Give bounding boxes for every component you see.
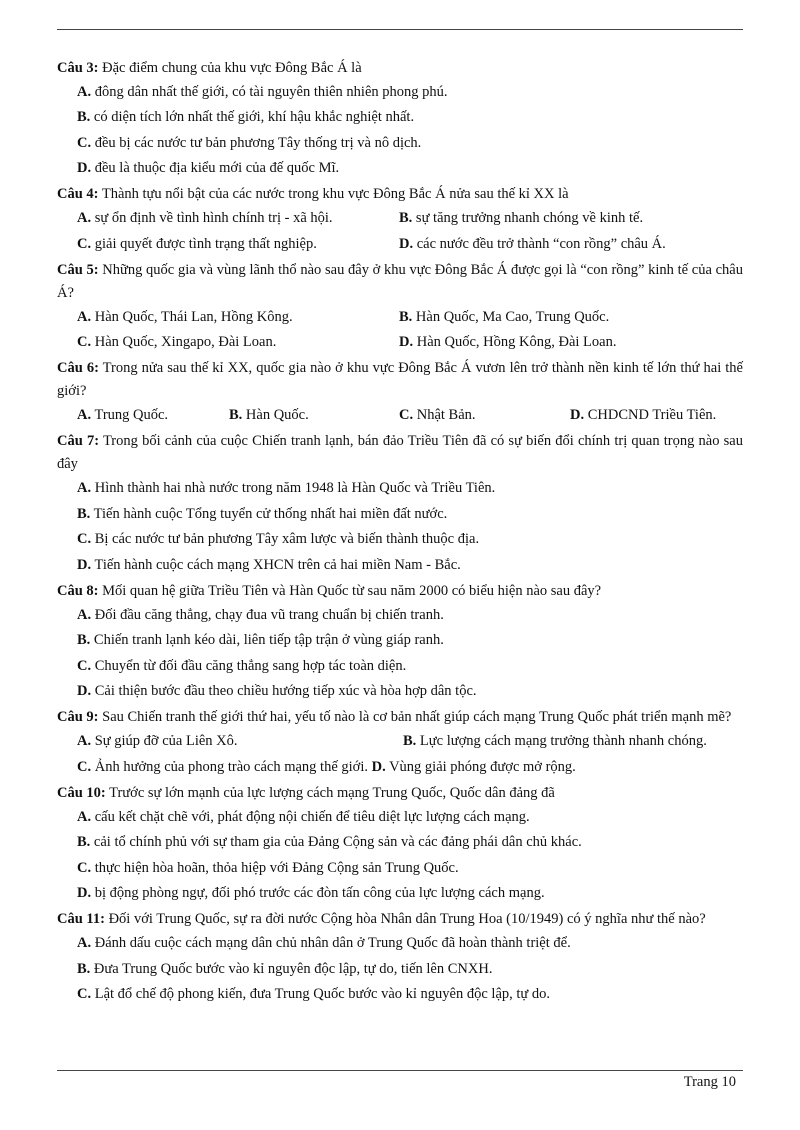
question-number: Câu 7: [57,433,100,449]
question-text: Trước sự lớn mạnh của lực lượng cách mạng Trung Quốc, Quốc dân đảng đã [105,784,555,801]
option-text: Tiến hành cuộc Tổng tuyển cử thống nhất hai miền đất nước. [90,505,448,522]
option-label: D. [399,235,414,252]
option-d [399,232,666,258]
question-text: Trong nửa sau thế kỉ XX, quốc gia nào ở khu vực Đông Bắc Á vươn lên trở thành nền kinh tế lớn thứ hai thế giới? [57,360,743,399]
option-text: Nhật Bản. [413,407,476,423]
option-label: C. [77,986,92,1002]
option-d [57,156,743,182]
option-text: Hàn Quốc, Thái Lan, Hồng Kông. [91,308,293,325]
option-text: Tiến hành cuộc cách mạng XHCN trên cả hai miền Nam - Bắc. [91,556,461,573]
option-label: D. [77,885,92,901]
option-a [57,603,743,629]
option-label: A. [77,935,92,951]
question-number: Câu 8: [57,582,99,599]
option-text: các nước đều trở thành “con rồng” châu Á. [413,235,666,252]
option-text: Đối đầu căng thẳng, chạy đua vũ trang chuẩn bị chiến tranh. [91,606,444,623]
option-text: đông dân nhất thế giới, có tài nguyên thiên nhiên phong phú. [91,83,448,100]
option-row [57,403,743,429]
option-b [57,830,743,856]
header-rule [57,29,743,30]
option-label: D. [77,160,92,176]
option-text: Hình thành hai nhà nước trong năm 1948 là Hàn Quốc và Triều Tiên. [91,480,496,496]
option-c [77,232,317,258]
option-b [57,502,743,528]
option-text: sự tăng trưởng nhanh chóng về kinh tế. [412,210,644,226]
option-a [77,206,333,232]
option-label: A. [77,480,92,496]
question-stem [57,780,743,805]
option-a [57,805,743,831]
question-stem [57,356,743,404]
option-a [77,403,168,429]
option-d [57,679,743,705]
option-label: D. [570,407,585,423]
option-label: A. [77,210,92,226]
option-text: đều bị các nước tư bản phương Tây thống trị và nô dịch. [91,134,422,151]
question-number: Câu 5: [57,261,99,278]
option-row [57,305,743,331]
option-label: B. [77,960,91,977]
question-7 [57,429,743,579]
option-text: đều là thuộc địa kiểu mới của đế quốc Mĩ. [91,160,340,176]
question-text: Thành tựu nổi bật của các nước trong khu vực Đông Bắc Á nửa sau thế kỉ XX là [98,186,569,202]
option-label: C. [77,859,92,876]
option-text: cải tổ chính phủ với sự tham gia của Đảng Cộng sản và các đảng phái dân chủ khác. [90,834,582,850]
question-stem [57,429,743,477]
question-number: Câu 4: [57,186,99,202]
option-text: Bị các nước tư bản phương Tây xâm lược và biến thành thuộc địa. [91,531,480,547]
question-number: Câu 3: [57,59,99,76]
question-stem [57,907,743,932]
option-c [77,330,276,356]
option-label: A. [77,308,92,325]
option-label: C. [77,134,92,151]
option-c [57,982,743,1008]
question-8 [57,578,743,705]
option-c [57,527,743,553]
option-text: có diện tích lớn nhất thế giới, khí hậu khắc nghiệt nhất. [90,109,415,125]
option-row [57,232,743,258]
option-label: C. [77,758,92,775]
option-label: A. [77,808,92,825]
option-row [57,330,743,356]
question-number: Câu 9: [57,709,99,725]
option-d [57,553,743,579]
option-b [57,105,743,131]
page-number: Trang 10 [683,1074,736,1090]
question-text: Trong bối cảnh của cuộc Chiến tranh lạnh, bán đảo Triều Tiên đã có sự biến đổi chính trị quan trọng nào sau đây [57,433,743,472]
question-list [57,55,743,1008]
question-4 [57,182,743,258]
option-text: Chiến tranh lạnh kéo dài, liên tiếp tập trận ở vùng giáp ranh. [90,632,444,648]
option-b [229,403,309,429]
option-label: D. [371,758,386,775]
option-label: C. [77,235,92,252]
question-number: Câu 6: [57,360,99,376]
option-a [57,476,743,502]
question-text: Đặc điểm chung của khu vực Đông Bắc Á là [98,59,362,76]
option-label: A. [77,606,92,623]
option-text: cấu kết chặt chẽ với, phát động nội chiến để tiêu diệt lực lượng cách mạng. [91,808,530,825]
footer-rule [57,1070,743,1071]
option-label: B. [77,834,91,850]
option-text: Sự giúp đỡ của Liên Xô. [91,733,238,749]
option-text: giải quyết được tình trạng thất nghiệp. [91,235,317,252]
option-label: C. [77,334,92,350]
option-text: Hàn Quốc. [242,407,309,423]
option-label: B. [399,308,413,325]
option-label: A. [77,83,92,100]
option-d [57,881,743,907]
option-text: Lực lượng cách mạng trưởng thành nhanh chóng. [416,733,707,749]
question-3 [57,55,743,182]
option-d [570,403,716,429]
option-text: Vùng giải phóng được mở rộng. [385,758,576,775]
option-c [57,654,743,680]
question-text: Đối với Trung Quốc, sự ra đời nước Cộng hòa Nhân dân Trung Hoa (10/1949) có ý nghĩa như thế nào? [104,911,706,927]
option-a [77,305,293,331]
option-text: Chuyển từ đối đầu căng thẳng sang hợp tác toàn diện. [91,657,407,674]
option-d [399,330,616,356]
option-label: A. [77,407,92,423]
option-label: B. [77,632,91,648]
option-c [399,403,476,429]
option-text: CHDCND Triều Tiên. [584,407,717,423]
option-label: C. [399,407,414,423]
option-text: sự ổn định về tình hình chính trị - xã hội. [91,210,333,226]
question-number: Câu 11: [57,911,105,927]
question-text: Mối quan hệ giữa Triều Tiên và Hàn Quốc từ sau năm 2000 có biểu hiện nào sau đây? [98,582,602,599]
option-label: C. [77,531,92,547]
option-label: B. [77,109,91,125]
option-text: Trung Quốc. [91,407,169,423]
option-d [372,759,576,775]
option-label: D. [399,334,414,350]
option-label: B. [229,407,243,423]
option-c [77,759,368,775]
option-text: Hàn Quốc, Xingapo, Đài Loan. [91,334,277,350]
option-c [57,131,743,157]
question-stem [57,705,743,730]
option-label: D. [77,556,92,573]
option-label: D. [77,683,92,699]
option-row [57,729,743,755]
option-label: B. [403,733,417,749]
question-stem [57,55,743,80]
question-text: Sau Chiến tranh thế giới thứ hai, yếu tố nào là cơ bản nhất giúp cách mạng Trung Quốc phát triển mạnh mẽ? [98,709,732,725]
option-text: bị động phòng ngự, đối phó trước các đòn tấn công của lực lượng cách mạng. [91,885,545,901]
option-row [57,206,743,232]
option-text: thực hiện hòa hoãn, thỏa hiệp với Đảng Cộng sản Trung Quốc. [91,859,459,876]
question-5 [57,257,743,356]
question-10 [57,780,743,907]
option-text: Đánh dấu cuộc cách mạng dân chủ nhân dân ở Trung Quốc đã hoàn thành triệt để. [91,935,571,951]
option-text: Lật đổ chế độ phong kiến, đưa Trung Quốc bước vào kỉ nguyên độc lập, tự do. [91,986,551,1002]
question-stem [57,578,743,603]
option-b [57,957,743,983]
option-label: A. [77,733,92,749]
question-number: Câu 10: [57,784,106,801]
option-c [57,856,743,882]
option-label: C. [77,657,92,674]
option-a [77,729,238,755]
option-b [403,729,707,755]
option-text: Đưa Trung Quốc bước vào kỉ nguyên độc lập, tự do, tiến lên CNXH. [90,960,493,977]
question-6 [57,356,743,429]
option-text: Ảnh hưởng của phong trào cách mạng thế giới. [91,758,368,775]
option-b [399,206,643,232]
option-b [57,628,743,654]
question-stem [57,182,743,207]
option-text: Hàn Quốc, Ma Cao, Trung Quốc. [412,308,610,325]
option-label: B. [77,505,91,522]
option-a [57,80,743,106]
question-11 [57,907,743,1008]
option-row [57,755,743,781]
question-stem [57,257,743,305]
option-text: Hàn Quốc, Hồng Kông, Đài Loan. [413,334,617,350]
option-a [57,931,743,957]
option-b [399,305,609,331]
option-text: Cải thiện bước đầu theo chiều hướng tiếp xúc và hòa hợp dân tộc. [91,683,477,699]
option-label: B. [399,210,413,226]
question-text: Những quốc gia và vùng lãnh thổ nào sau đây ở khu vực Đông Bắc Á được gọi là “con rồng” kinh tế của châu Á? [57,261,743,301]
question-9 [57,705,743,781]
